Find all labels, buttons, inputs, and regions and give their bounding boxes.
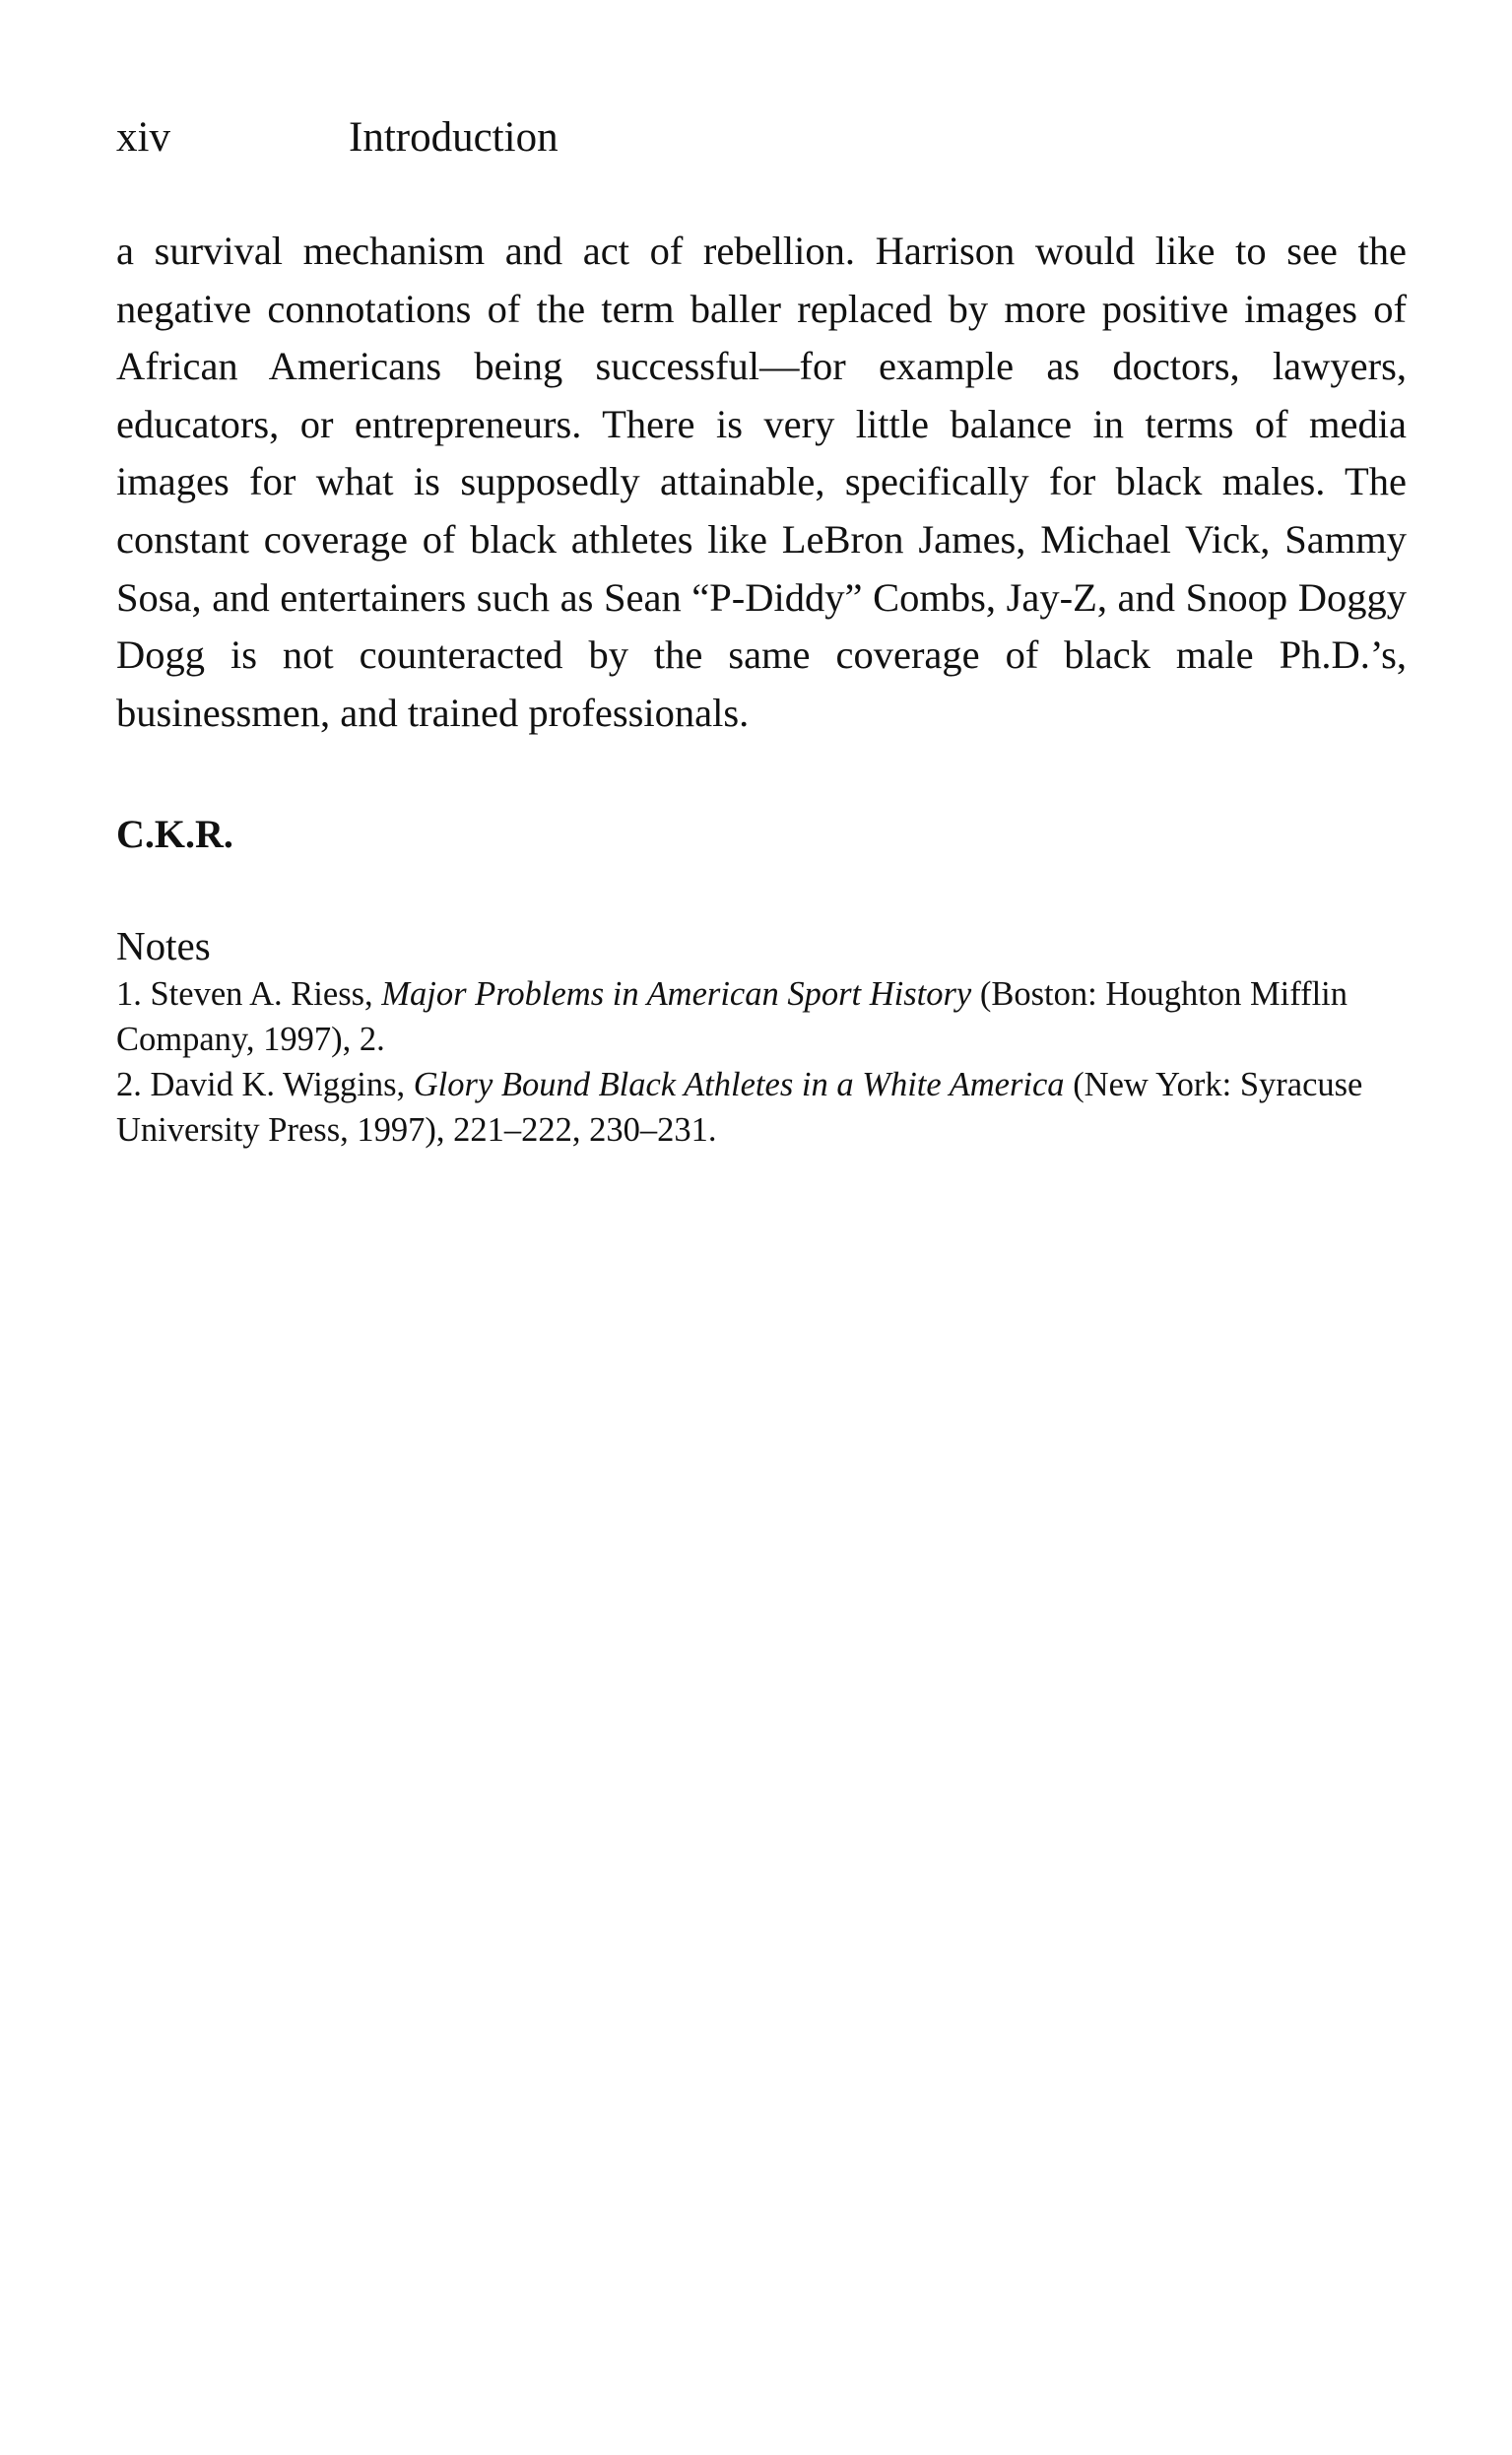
author-initials: C.K.R. [116, 812, 233, 856]
section-title: Introduction [349, 114, 559, 161]
note-title: Major Problems in American Sport History [381, 975, 972, 1013]
body-paragraph: a survival mechanism and act of rebellion. Harrison would like to see the negative connotations of the term baller replaced by more positive images of African Americans being successful—for example as doctors, lawyers, educators, or entrepreneurs. There is very little balance in terms of media images for what is supposedly attainable, specifically for black males. The constant coverage of black athletes like LeBron James, Michael Vick, Sammy Sosa, and entertainers such as Sean “P-Diddy” Combs, Jay-Z, and Snoop Doggy Dogg is not counteracted by the same coverage of black male Ph.D.’s, businessmen, and trained professionals. [116, 229, 1407, 735]
note-item [116, 971, 1407, 1062]
note-author: Steven A. Riess, [150, 975, 373, 1013]
note-author: David K. Wiggins, [150, 1066, 406, 1103]
page-number: xiv [116, 114, 170, 161]
note-details: (Boston: Houghton Mifflin Company, 1997), 2. [116, 975, 1348, 1058]
notes-heading: Notes [116, 923, 211, 968]
running-head [116, 108, 1407, 167]
note-item [116, 1062, 1407, 1153]
notes-list [116, 971, 1407, 1153]
note-number: 1. [116, 975, 142, 1013]
note-number: 2. [116, 1066, 142, 1103]
note-details: (New York: Syracuse University Press, 1997), 221–222, 230–231. [116, 1066, 1363, 1149]
note-title: Glory Bound Black Athletes in a White America [413, 1066, 1065, 1103]
